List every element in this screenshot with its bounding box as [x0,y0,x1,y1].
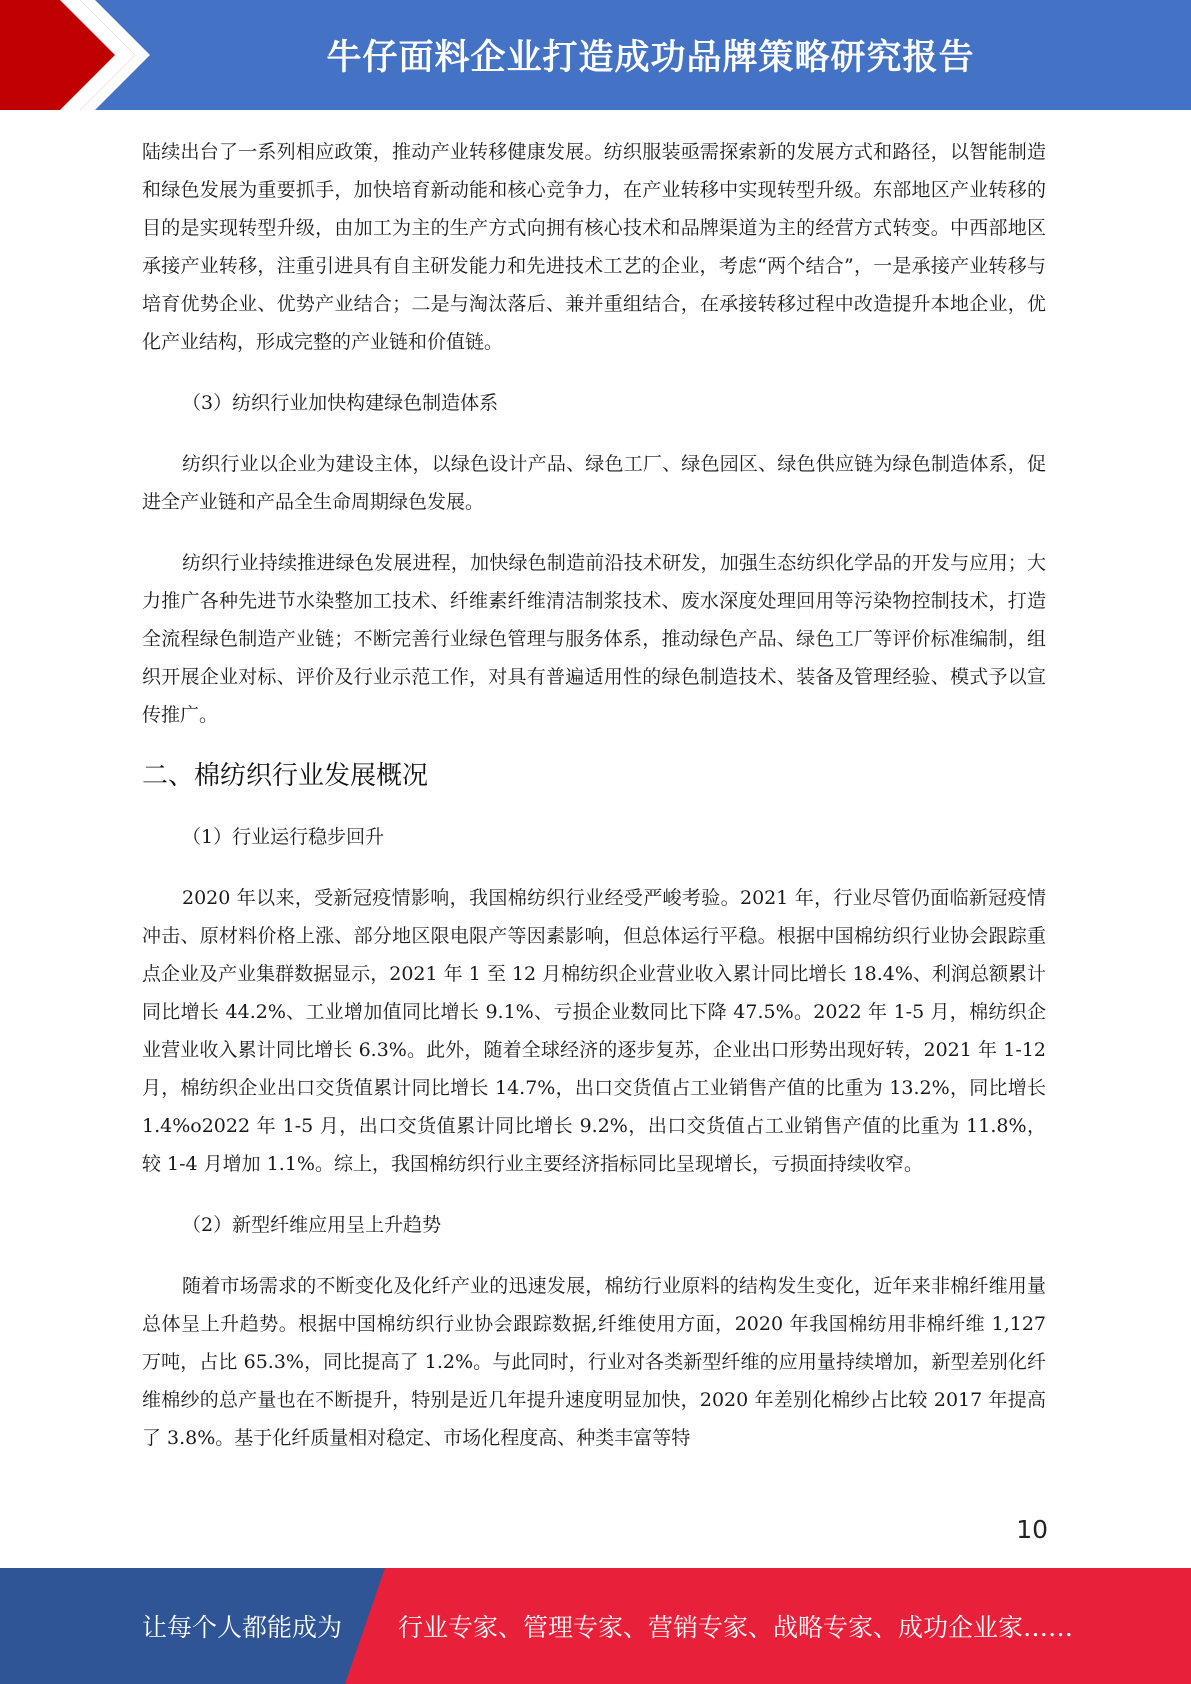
page-header [0,0,1191,110]
subheading-green-manufacturing: （3）纺织行业加快构建绿色制造体系 [182,392,499,414]
page-footer [0,1568,1191,1684]
paragraph-green-development: 纺织行业持续推进绿色发展进程，加快绿色制造前沿技术研发，加强生态纺织化学品的开发与应用；大力推广各种先进节水染整加工技术、纤维素纤维清洁制浆技术、废水深度处理回用等污染物控制技术，打造全流程绿色制造产业链；不断完善行业绿色管理与服务体系，推动绿色产品、绿色工厂等评价标准编制，组织开展企业对标、评价及行业示范工作，对具有普遍适用性的绿色制造技术、装备及管理经验、模式予以宣传推广。 [142,552,1046,726]
subheading-steady-recovery: （1）行业运行稳步回升 [182,826,385,848]
paragraph-industry-transfer: 陆续出台了一系列相应政策，推动产业转移健康发展。纺织服装亟需探索新的发展方式和路径，以智能制造和绿色发展为重要抓手，加快培育新动能和核心竞争力，在产业转移中实现转型升级。东部地区产业转移的目的是实现转型升级，由加工为主的生产方式向拥有核心技术和品牌渠道为主的经营方式转变。中西部地区承接产业转移，注重引进具有自主研发能力和先进技术工艺的企业，考虑“两个结合”，一是承接产业转移与培育优势企业、优势产业结合；二是与淘汰落后、兼并重组结合，在承接转移过程中改造提升本地企业，优化产业结构，形成完整的产业链和价值链。 [142,141,1046,353]
report-title: 牛仔面料企业打造成功品牌策略研究报告 [326,38,975,78]
paragraph-industry-operation: 2020 年以来，受新冠疫情影响，我国棉纺织行业经受严峻考验。2021 年，行业尽管仍面临新冠疫情冲击、原材料价格上涨、部分地区限电限产等因素影响，但总体运行平稳。根据中国棉纺织行业协会跟踪重点企业及产业集群数据显示，2021 年 1 至 12 月棉纺织企业营业收入累计同比增长 18.4%、利润总额累计同比增长 44.2%、工业增加值同比增长 9.1%、亏损企业数同比下降 47.5%。2022 年 1-5 月，棉纺织企业营业收入累计同比增长 6.3%。此外，随着全球经济的逐步复苏，企业出口形势出现好转，2021 年 1-12 月，棉纺织企业出口交货值累计同比增长 14.7%，出口交货值占工业销售产值的比重为 13.2%，同比增长 1.4%o2022 年 1-5 月，出口交货值累计同比增长 9.2%，出口交货值占工业销售产值的比重为 11.8%，较 1-4 月增加 1.1%。综上，我国棉纺织行业主要经济指标同比呈现增长，亏损面持续收窄。 [142,887,1046,1175]
footer-slogan-left: 让每个人都能成为 [142,1613,343,1642]
page-content [142,133,1046,1457]
paragraph-new-fiber: 随着市场需求的不断变化及化纤产业的迅速发展，棉纺行业原料的结构发生变化，近年来非棉纤维用量总体呈上升趋势。根据中国棉纺织行业协会跟踪数据,纤维使用方面，2020 年我国棉纺用非棉纤维 1,127 万吨，占比 65.3%，同比提高了 1.2%。与此同时，行业对各类新型纤维的应用量持续增加，新型差别化纤维棉纱的总产量也在不断提升，特别是近几年提升速度明显加快，2020 年差别化棉纱占比较 2017 年提高了 3.8%。基于化纤质量相对稳定、市场化程度高、种类丰富等特 [142,1275,1046,1449]
paragraph-green-system: 纺织行业以企业为建设主体，以绿色设计产品、绿色工厂、绿色园区、绿色供应链为绿色制造体系，促进全产业链和产品全生命周期绿色发展。 [142,453,1046,513]
section-heading-cotton-textile: 二、棉纺织行业发展概况 [142,761,429,791]
subheading-new-fiber: （2）新型纤维应用呈上升趋势 [182,1214,442,1236]
footer-slogan-right: 行业专家、管理专家、营销专家、战略专家、成功企业家…… [398,1613,1074,1642]
chevron-arrow-icon [0,0,160,110]
page-number: 10 [1016,1515,1048,1544]
